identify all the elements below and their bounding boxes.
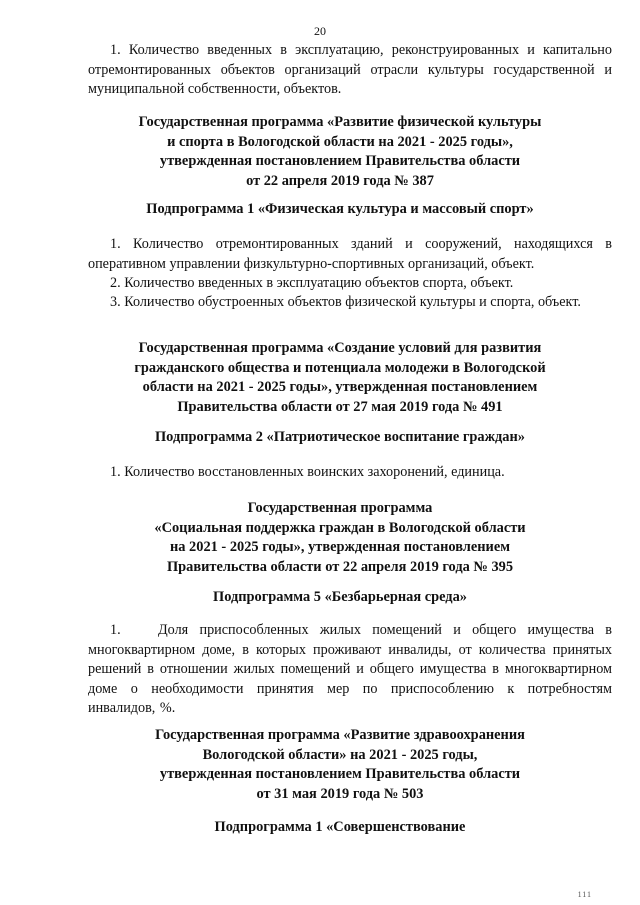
subprogram-heading-sport: Подпрограмма 1 «Физическая культура и массовый спорт» (146, 201, 534, 217)
program-heading-line: «Социальная поддержка граждан в Вологодской области (154, 519, 526, 536)
program-heading-line: Правительства области от 27 мая 2019 года № 491 (177, 398, 503, 415)
sport-indicator-2: 2. Количество введенных в эксплуатацию объектов спорта, объект. (110, 275, 514, 291)
culture-indicator-paragraph: 1. Количество введенных в эксплуатацию, реконструированных и капитально отремонтированных объектов организаций отрасли культуры государственной и муниципальной собственности, объектов. (88, 42, 612, 97)
barrier-free-indicator-1 (88, 621, 612, 719)
sport-indicator-1: 1. Количество отремонтированных зданий и сооружений, находящихся в оперативном управлении физкультурно-спортивных организаций, объект. (88, 236, 612, 272)
program-heading-line: утвержденная постановлением Правительства области (159, 153, 521, 169)
program-heading-line: Государственная программа (247, 500, 433, 516)
program-heading-line: гражданского общества и потенциала молодежи в Вологодской (134, 359, 546, 376)
program-heading-line: и спорта в Вологодской области на 2021 - 2025 годы», (167, 133, 513, 150)
program-heading-line: Государственная программа «Развитие физической культуры (138, 114, 542, 130)
program-heading-line: Государственная программа «Создание условий для развития (138, 340, 542, 356)
program-heading-line: Правительства области от 22 апреля 2019 года № 395 (166, 558, 514, 575)
program-heading-health (60, 726, 620, 804)
program-heading-line: утвержденная постановлением Правительства области (159, 766, 521, 782)
list-item-text: Доля приспособленных жилых помещений и общего имущества в многоквартирном доме, в которых проживают инвалиды, от количества принятых решений в отношении жилых помещений и общего имущества в многоквартирном доме о необходимости принятия мер по приспособлению к потребностям инвалидов, %. (88, 622, 612, 716)
subprogram-heading-barrier-free: Подпрограмма 5 «Безбарьерная среда» (213, 589, 467, 605)
program-heading-line: от 22 апреля 2019 года № 387 (246, 172, 434, 189)
sport-indicator-3: 3. Количество обустроенных объектов физической культуры и спорта, объект. (110, 294, 581, 310)
program-heading-sport (60, 113, 620, 191)
page-number: 20 (314, 24, 326, 38)
program-heading-line: Государственная программа «Развитие здравоохранения (155, 727, 525, 743)
patriotic-indicator-1: 1. Количество восстановленных воинских захоронений, единица. (110, 464, 505, 480)
program-heading-civil (60, 339, 620, 417)
program-heading-line: на 2021 - 2025 годы», утвержденная постановлением (169, 539, 511, 555)
scan-mark: 111 (577, 890, 592, 899)
program-heading-line: области на 2021 - 2025 годы», утвержденная постановлением (142, 379, 538, 395)
program-heading-social (60, 499, 620, 577)
subprogram-heading-patriotic: Подпрограмма 2 «Патриотическое воспитание граждан» (154, 429, 525, 445)
program-heading-line: Вологодской области» на 2021 - 2025 годы, (202, 746, 478, 763)
list-number: 1. (110, 622, 121, 638)
program-heading-line: от 31 мая 2019 года № 503 (256, 785, 424, 802)
subprogram-heading-health: Подпрограмма 1 «Совершенствование (214, 819, 466, 835)
